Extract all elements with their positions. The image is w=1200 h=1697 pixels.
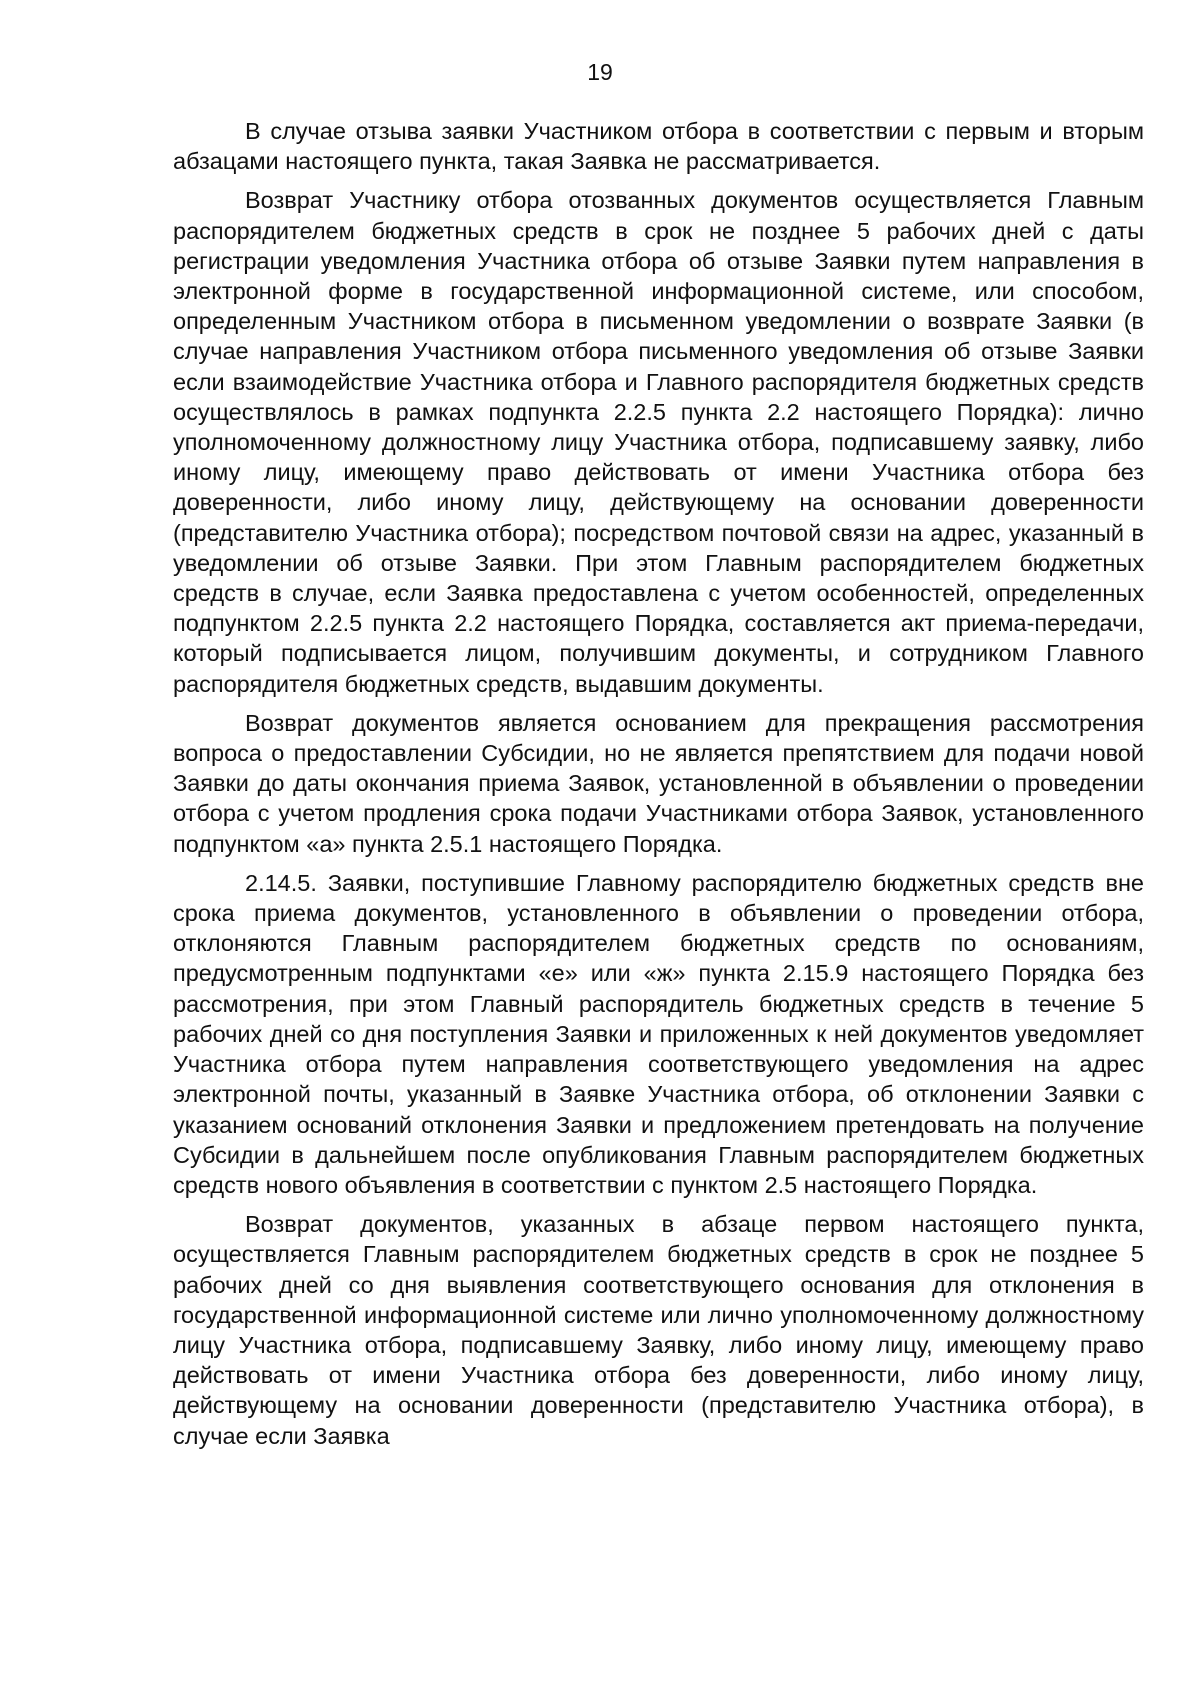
paragraph-document-return: Возврат Участнику отбора отозванных документов осуществляется Главным распорядителем бюджетных средств в срок не позднее 5 рабочих дней с даты регистрации уведомления Участника отбора об отзыве Заявки путем направления в электронной форме в государственной информационной системе, или способом, определенным Участником отбора в письменном уведомлении о возврате Заявки (в случае направления Участником отбора письменного уведомления об отзыве Заявки если взаимодействие Участника отбора и Главного распорядителя бюджетных средств осуществлялось в рамках подпункта 2.2.5 пункта 2.2 настоящего Порядка): лично уполномоченному должностному лицу Участника отбора, подписавшему заявку, либо иному лицу, имеющему право действовать от имени Участника отбора без доверенности, либо иному лицу, действующему на основании доверенности (представителю Участника отбора); посредством почтовой связи на адрес, указанный в уведомлении об отзыве Заявки. При этом Главным распорядителем бюджетных средств в случае, если Заявка предоставлена с учетом особенностей, определенных подпунктом 2.2.5 пункта 2.2 настоящего Порядка, составляется акт приема-передачи, который подписывается лицом, получившим документы, и сотрудником Главного распорядителя бюджетных средств, выдавшим документы. <box>173 187 1144 697</box>
paragraph-return-consequences: Возврат документов является основанием для прекращения рассмотрения вопроса о предоставлении Субсидии, но не является препятствием для подачи новой Заявки до даты окончания приема Заявок, установленной в объявлении о проведении отбора с учетом продления срока подачи Участниками отбора Заявок, установленного подпунктом «а» пункта 2.5.1 настоящего Порядка. <box>173 709 1144 857</box>
document-body <box>173 116 1144 1451</box>
paragraph-return-rejected-documents: Возврат документов, указанных в абзаце первом настоящего пункта, осуществляется Главным распорядителем бюджетных средств в срок не позднее 5 рабочих дней со дня выявления соответствующего основания для отклонения в государственной информационной системе или лично уполномоченному должностному лицу Участника отбора, подписавшему Заявку, либо иному лицу, имеющему право действовать от имени Участника отбора без доверенности, либо иному лицу, действующему на основании доверенности (представителю Участника отбора), в случае если Заявка <box>173 1211 1144 1449</box>
paragraph-withdrawal-note: В случае отзыва заявки Участником отбора в соответствии с первым и вторым абзацами настоящего пункта, такая Заявка не рассматривается. <box>173 118 1144 175</box>
paragraph-2-14-5: 2.14.5. Заявки, поступившие Главному распорядителю бюджетных средств вне срока приема документов, установленного в объявлении о проведении отбора, отклоняются Главным распорядителем бюджетных средств по основаниям, предусмотренным подпунктами «е» или «ж» пункта 2.15.9 настоящего Порядка без рассмотрения, при этом Главный распорядитель бюджетных средств в течение 5 рабочих дней со дня поступления Заявки и приложенных к ней документов уведомляет Участника отбора путем направления соответствующего уведомления на адрес электронной почты, указанный в Заявке Участника отбора, об отклонении Заявки с указанием оснований отклонения Заявки и предложением претендовать на получение Субсидии в дальнейшем после опубликования Главным распорядителем бюджетных средств нового объявления в соответствии с пунктом 2.5 настоящего Порядка. <box>173 869 1144 1198</box>
page-number: 19 <box>587 59 613 85</box>
